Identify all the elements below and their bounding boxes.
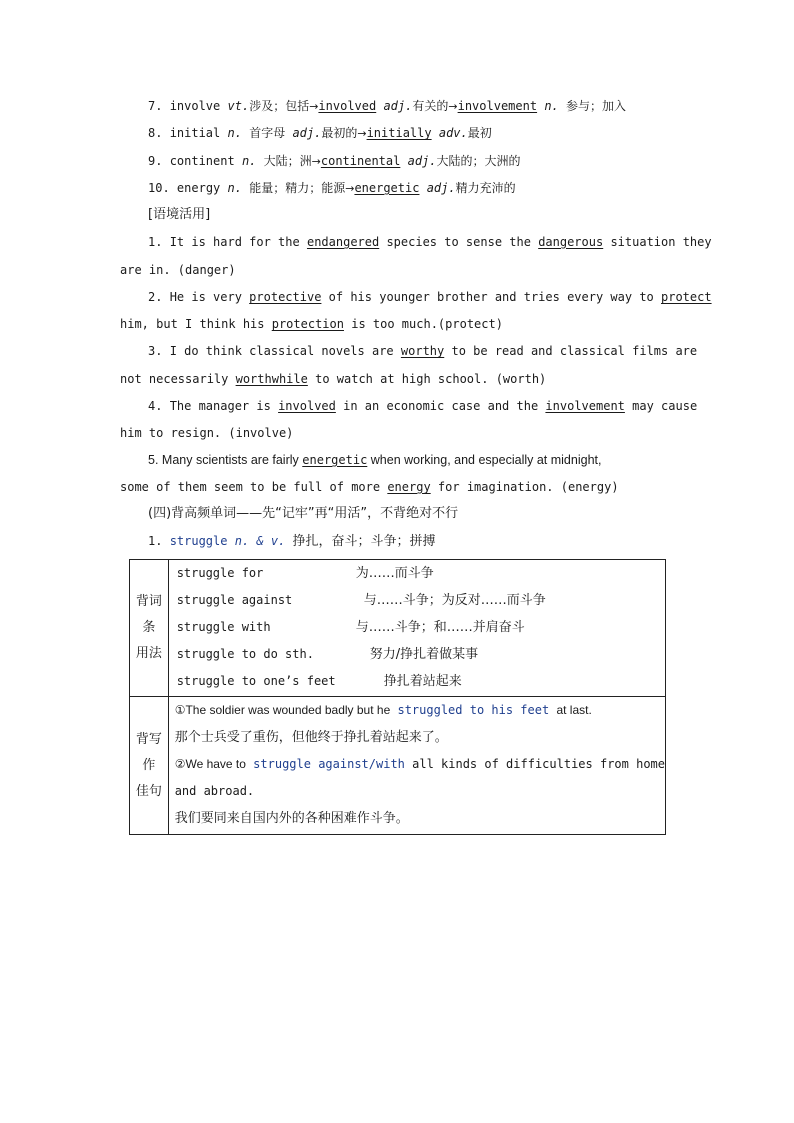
answer-blank: involved [278,399,336,413]
meaning: 有关的 [412,99,449,113]
vocab-item-8 [148,125,492,142]
answer-blank: protective [249,290,322,304]
usage-phrase: struggle to one’s feet [176,674,336,688]
vocab-item-10 [148,180,516,197]
headword: struggle [169,534,228,548]
example-cell [168,697,665,835]
exercise-text: in an economic case and the [343,399,539,413]
item-number: 2. [148,290,163,304]
part-of-speech: n. [227,181,242,195]
example-label: 佳句 [135,783,162,799]
exercise-5-line-2 [120,479,619,495]
exercise-text: species to sense the [386,235,531,249]
usage-label: 背词条 [135,594,162,635]
arrow-icon: → [309,100,319,113]
answer-blank: worthy [400,344,445,358]
struggle-table [129,559,666,835]
exercise-text: some of them seem to be full of more [120,480,381,494]
answer-blank: involvement [545,399,625,413]
example-1-cn: 那个士兵受了重伤，但他终于挣扎着站起来了。 [174,730,448,745]
exercise-text: situation they [610,235,712,249]
item-number: 1. [148,235,163,249]
derived-word: continental [320,154,401,168]
part-of-speech: adj. [292,126,322,140]
exercise-text: Many scientists are fairly [161,453,299,467]
exercise-2-line-1 [148,289,712,305]
circled-number: ① [174,703,186,717]
meaning: 挣扎，奋斗；斗争；拼搏 [292,534,436,549]
usage-phrase: struggle against [176,593,293,607]
derived-word: involvement [457,99,538,113]
answer-blank: protect [661,290,712,304]
example-label: 背写作 [135,731,162,773]
example-1-en [169,697,665,724]
part-of-speech: n. & v. [234,534,286,548]
answer-blank: protection [271,317,344,331]
item-number: 9. [148,154,163,168]
meaning: 大陆的；大洲的 [436,154,521,168]
meaning: 首字母 [249,126,286,140]
example-text: all kinds of difficulties from home [412,757,665,771]
part-of-speech: adj. [383,99,413,113]
headword: initial [169,126,221,140]
example-2-en [169,751,665,778]
headword: involve [169,99,221,113]
exercise-text: when working, and especially at midnight, [370,453,602,467]
item-number: 1. [148,534,163,548]
example-2-en-cont: and abroad. [174,784,255,798]
answer-blank: worthwhile [235,372,308,386]
section-heading-high-frequency: (四)背高频单词——先“记牢”再“用活”，不背绝对不行 [148,506,459,521]
part-of-speech: n. [544,99,559,113]
exercise-3-line-1 [148,343,697,359]
exercise-text: for imagination. (energy) [437,480,619,494]
highlighted-phrase: struggle against/with [253,757,405,771]
example-label-cell [130,697,169,835]
usage-row [169,668,665,696]
usage-meaning: 与……斗争；为反对……而斗争 [363,593,546,608]
part-of-speech: vt. [227,99,250,113]
answer-blank: endangered [306,235,380,249]
usage-phrase: struggle to do sth. [176,647,314,661]
usage-meaning: 为……而斗争 [355,566,434,581]
exercise-1-line-2: are in. (danger) [120,263,236,277]
exercise-text: him, but I think his [120,317,265,331]
usage-label-cell [130,560,169,697]
exercise-4-line-1 [148,398,697,414]
arrow-icon: → [448,100,458,113]
usage-phrase: struggle with [176,620,271,634]
usage-row [169,614,665,641]
usage-phrase: struggle for [176,566,264,580]
example-text: The soldier was wounded badly but he [185,703,391,717]
exercise-text: may cause [632,399,698,413]
usage-label: 用法 [135,646,162,661]
example-text: We have to [185,757,246,771]
meaning: 能量；精力；能源 [249,181,346,195]
example-2-cn: 我们要同来自国内外的各种困难作斗争。 [174,811,409,826]
circled-number: ② [174,757,186,771]
item-number: 7. [148,99,163,113]
arrow-icon: → [357,127,367,140]
meaning: 精力充沛的 [455,181,516,195]
exercise-text: of his younger brother and tries every way to [328,290,654,304]
vocab-item-7 [148,98,626,115]
vocab-item-9 [148,153,521,170]
usage-cell [168,560,665,697]
meaning: 参与；加入 [566,99,627,113]
usage-meaning: 努力/挣扎着做某事 [369,647,479,662]
part-of-speech: adj. [426,181,456,195]
item-number: 5. [148,453,159,467]
usage-row [169,587,665,614]
exercise-2-line-2 [120,316,503,332]
item-number: 3. [148,344,163,358]
exercise-text: not necessarily [120,372,229,386]
answer-blank: energy [387,480,431,494]
section-heading-context: [语境活用] [148,207,211,222]
part-of-speech: adj. [407,154,437,168]
meaning: 最初 [467,126,492,140]
part-of-speech: n. [241,154,257,168]
exercise-5-line-1 [148,452,601,468]
highlighted-phrase: struggled to his feet [397,703,550,717]
meaning: 最初的 [321,126,358,140]
arrow-icon: → [311,155,321,168]
usage-row [169,560,665,587]
part-of-speech: adv. [438,126,468,140]
exercise-4-line-2: him to resign. (involve) [120,426,294,440]
exercise-text: It is hard for the [169,235,300,249]
derived-word: initially [366,126,432,140]
entry-struggle [148,533,436,550]
answer-blank: energetic [302,453,368,467]
headword: energy [176,181,221,195]
usage-row [169,641,665,668]
meaning: 大陆；洲 [263,154,312,168]
exercise-3-line-2 [120,371,546,387]
item-number: 8. [148,126,163,140]
answer-blank: dangerous [538,235,604,249]
exercise-text: is too much.(protect) [351,317,503,331]
headword: continent [169,154,235,168]
exercise-text: The manager is [169,399,271,413]
exercise-text: to be read and classical films are [451,344,698,358]
item-number: 10. [148,181,170,195]
item-number: 4. [148,399,163,413]
derived-word: involved [318,99,377,113]
exercise-text: He is very [169,290,242,304]
arrow-icon: → [345,182,355,195]
exercise-1-line-1 [148,234,712,250]
exercise-text: to watch at high school. (worth) [315,372,547,386]
example-text: at last. [556,703,592,717]
exercise-text: I do think classical novels are [169,344,394,358]
derived-word: energetic [354,181,420,195]
usage-meaning: 与……斗争；和……并肩奋斗 [355,620,525,635]
usage-meaning: 挣扎着站起来 [383,674,462,689]
part-of-speech: n. [227,126,242,140]
meaning: 涉及；包括 [249,99,310,113]
